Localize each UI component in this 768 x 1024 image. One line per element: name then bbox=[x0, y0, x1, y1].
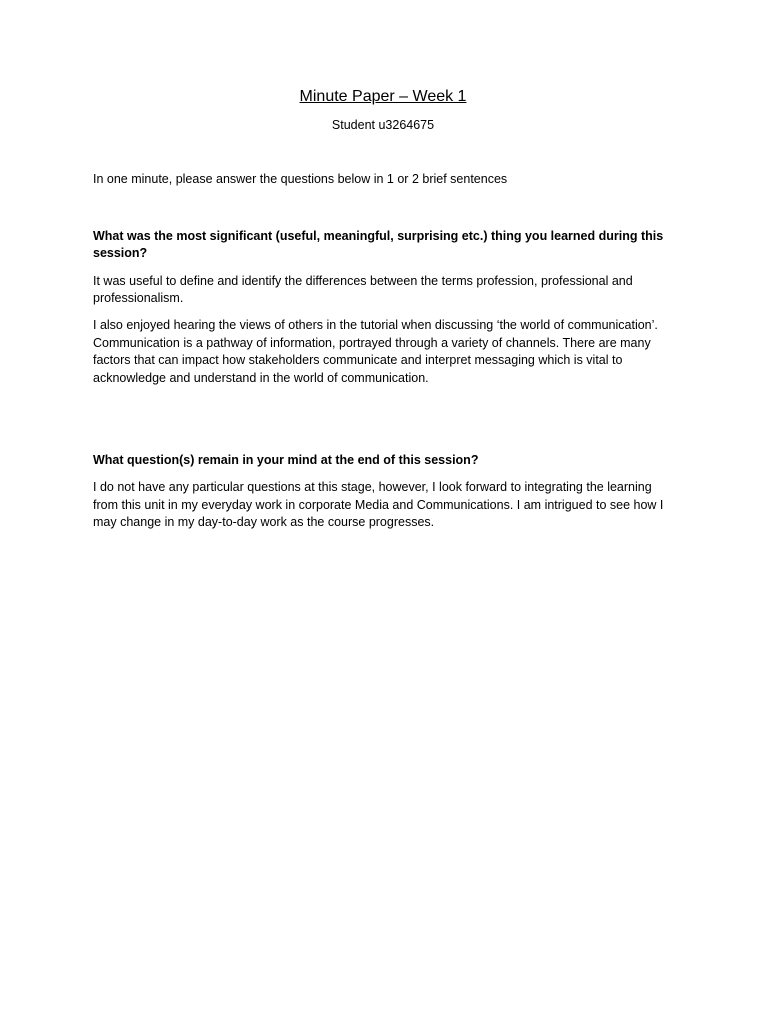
instructions-text: In one minute, please answer the questions below in 1 or 2 brief sentences bbox=[93, 172, 508, 186]
answer-1-paragraph-2: I also enjoyed hearing the views of others in the tutorial when discussing ‘the world of communication’. Communication is a pathway of information, portrayed through a variety of channels. There are many factors that can impact how stakeholders communicate and interpret messaging which is vital to acknowledge and understand in the world of communication. bbox=[93, 317, 658, 385]
student-id: Student u3264675 bbox=[331, 118, 435, 132]
question-2: What question(s) remain in your mind at the end of this session? bbox=[93, 453, 479, 468]
question-1: What was the most significant (useful, meaningful, surprising etc.) thing you learned during this session? bbox=[93, 228, 664, 261]
document-title: Minute Paper – Week 1 bbox=[299, 88, 467, 105]
document-body bbox=[93, 86, 673, 532]
answer-2-paragraph-1: I do not have any particular questions at this stage, however, I look forward to integrating the learning from this unit in my everyday work in corporate Media and Communications. I am intrigued to see how I may change in my day-to-day work as the course progresses. bbox=[93, 479, 664, 530]
answer-1-paragraph-1: It was useful to define and identify the differences between the terms profession, professional and professionalism. bbox=[93, 273, 633, 306]
